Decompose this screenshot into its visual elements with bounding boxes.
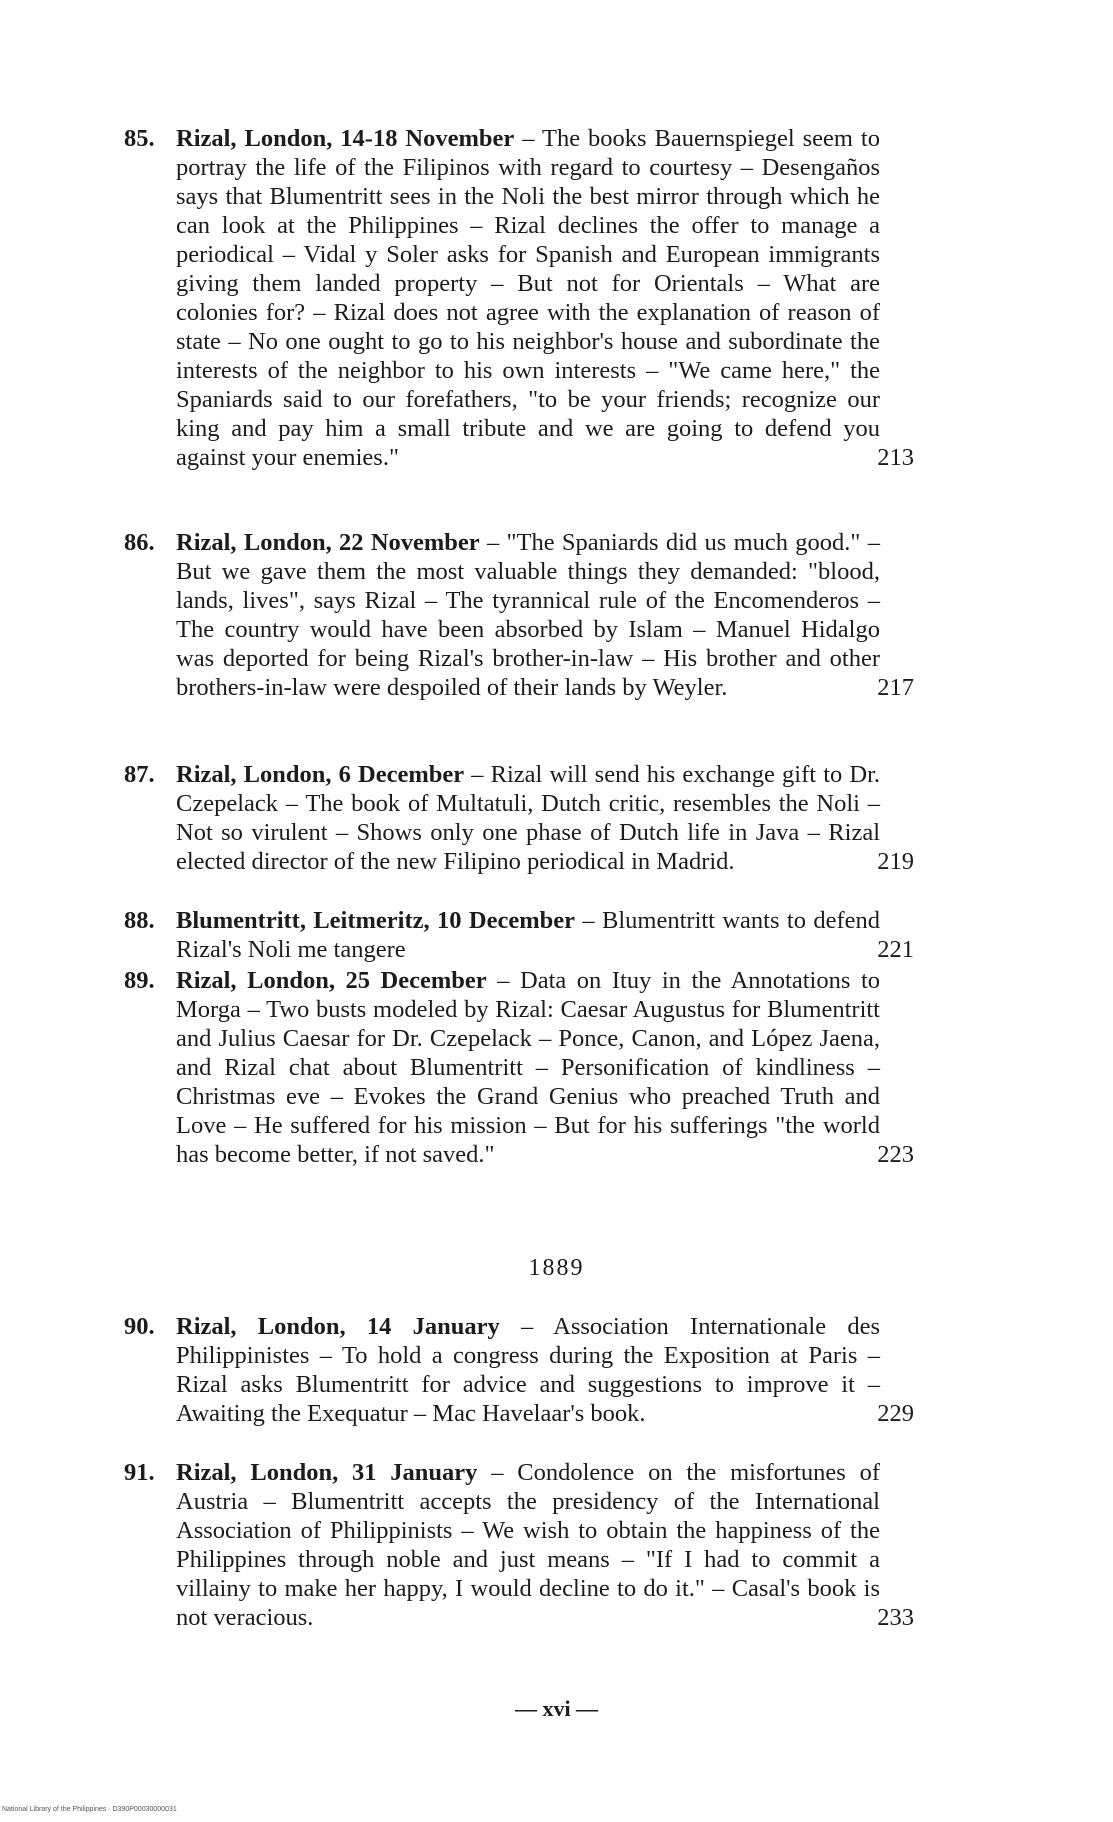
entry-page-number: 233 [877,1604,914,1631]
entry-body [176,906,880,964]
entry-85 [124,124,914,472]
entry-text: – Data on Ituy in the Annotations to Morga – Two busts modeled by Rizal: Caesar Augustus for Blumentritt and Julius Caesar for Dr. Czepelack – Ponce, Canon, and López Jaena, and Rizal chat about Blumentritt – Personification of kindliness – Christmas eve – Evokes the Grand Genius who preached Truth and Love – He suffered for his mission – But for his sufferings "the world has become better, if not saved." [176,967,880,1168]
entry-86 [124,528,914,702]
entry-text: – "The Spaniards did us much good." – But we gave them the most valuable things they demanded: "blood, lands, lives", says Rizal – The tyrannical rule of the Encomenderos – The country would have been absorbed by Islam – Manuel Hidalgo was deported for being Rizal's brother-in-law – His brother and other brothers-in-law were despoiled of their lands by Weyler. [176,529,880,701]
entry-page-number: 213 [877,444,914,471]
entry-heading: Blumentritt, Leitmeritz, 10 December [176,907,576,934]
entry-page-number: 229 [877,1400,914,1427]
entry-heading: Rizal, London, 31 January [176,1459,478,1486]
entry-number: 87. [124,761,155,788]
entry-88 [124,906,914,964]
entry-heading: Rizal, London, 14-18 November [176,125,515,152]
entry-87 [124,760,914,876]
entry-number: 85. [124,125,155,152]
entry-number: 89. [124,967,155,994]
entry-89 [124,966,914,1169]
entry-text: – Association Internationale des Philippinistes – To hold a congress during the Exposition at Paris – Rizal asks Blumentritt for advice and suggestions to improve it – Awaiting the Exequatur – Mac Havelaar's book. [176,1313,880,1427]
entry-page-number: 219 [877,848,914,875]
entry-number: 90. [124,1313,155,1340]
entry-heading: Rizal, London, 14 January [176,1313,500,1340]
entry-90 [124,1312,914,1428]
entry-text: – The books Bauernspiegel seem to portray the life of the Filipinos with regard to courtesy – Desengaños says that Blumentritt sees in the Noli the best mirror through which he can look at the Philippines – Rizal declines the offer to manage a periodical – Vidal y Soler asks for Spanish and European immigrants giving them landed property – But not for Orientals – What are colonies for? – Rizal does not agree with the explanation of reason of state – No one ought to go to his neighbor's house and subordinate the interests of the neighbor to his own interests – "We came here," the Spaniards said to our forefathers, "to be your friends; recognize our king and pay him a small tribute and we are going to defend you against your enemies." [176,125,880,471]
scan-footer: National Library of the Philippines · D390P00030000031 [2,1806,177,1813]
entry-91 [124,1458,914,1632]
entry-page-number: 221 [877,936,914,963]
entry-number: 86. [124,529,155,556]
entry-body [176,528,880,702]
entry-text: – Rizal will send his exchange gift to Dr. Czepelack – The book of Multatuli, Dutch critic, resembles the Noli – Not so virulent – Shows only one phase of Dutch life in Java – Rizal elected director of the new Filipino periodical in Madrid. [176,761,880,875]
entry-heading: Rizal, London, 25 December [176,967,487,994]
entry-body [176,1458,880,1632]
entry-page-number: 223 [877,1141,914,1168]
entry-text: – Blumentritt wants to defend Rizal's Noli me tangere [176,907,880,963]
entry-number: 91. [124,1459,155,1486]
entry-heading: Rizal, London, 6 December [176,761,465,788]
entry-body [176,124,880,472]
entry-body [176,966,880,1169]
entry-number: 88. [124,907,155,934]
entry-text: – Condolence on the misfortunes of Austria – Blumentritt accepts the presidency of the International Association of Philippinists – We wish to obtain the happiness of the Philippines through noble and just means – "If I had to commit a villainy to make her happy, I would decline to do it." – Casal's book is not veracious. [176,1459,880,1631]
year-heading: 1889 [528,1255,585,1281]
entry-body [176,760,880,876]
entry-heading: Rizal, London, 22 November [176,529,480,556]
page-folio: — xvi — [514,1696,599,1721]
entry-body [176,1312,880,1428]
entry-page-number: 217 [877,674,914,701]
